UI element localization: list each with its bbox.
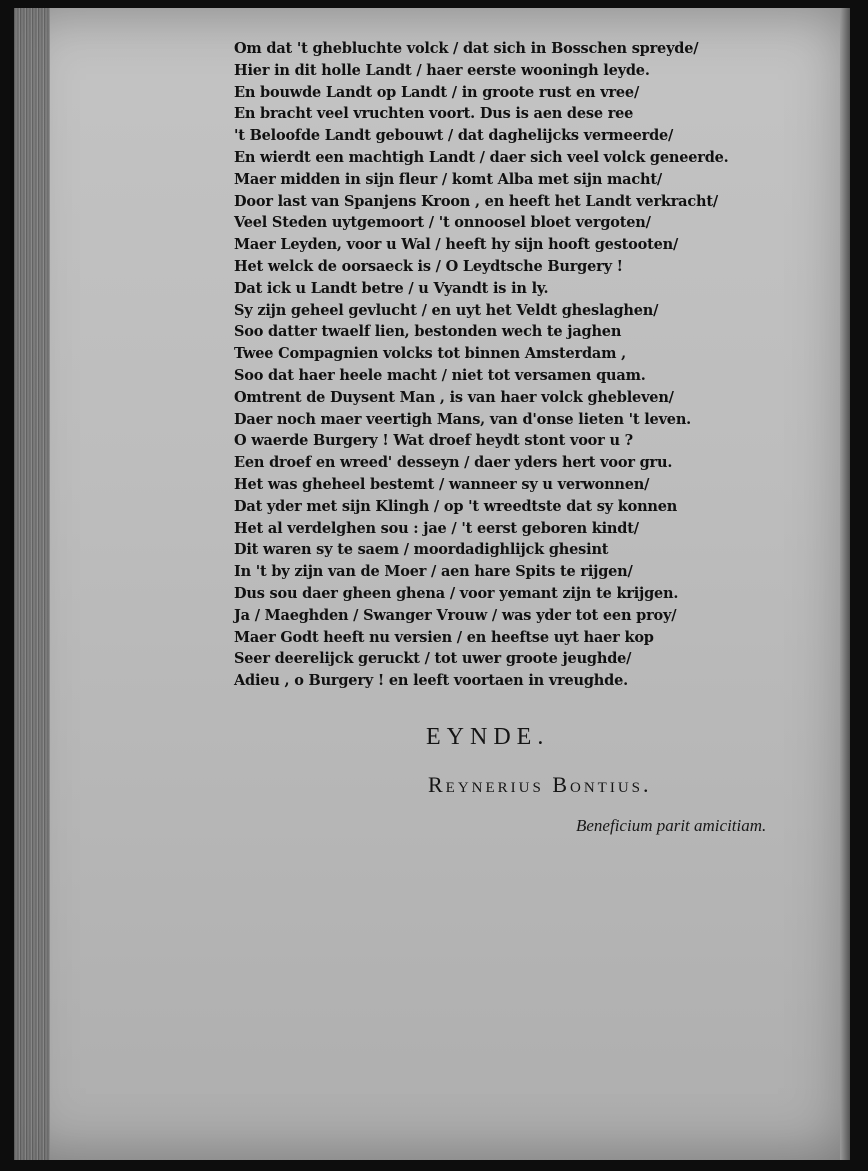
author-name: Reynerius Bontius. [428, 772, 652, 797]
poem-line: O waerde Burgery ! Wat droef heydt stont voor u ? [234, 432, 633, 450]
poem-line: Een droef en wreed' desseyn / daer yders hert voor gru. [234, 454, 673, 472]
poem-line: Het al verdelghen sou : jae / 't eerst geboren kindt/ [234, 519, 639, 537]
poem-line: Soo datter twaelf lien, bestonden wech te jaghen [234, 323, 622, 341]
poem-line: Het welck de oorsaeck is / O Leydtsche Burgery ! [234, 257, 623, 275]
poem-line: Omtrent de Duysent Man , is van haer volck ghebleven/ [234, 388, 674, 406]
end-heading: EYNDE. [426, 724, 550, 750]
poem-line: Adieu , o Burgery ! en leeft voortaen in vreughde. [234, 672, 628, 690]
poem-line: Veel Steden uytgemoort / 't onnoosel bloet vergoten/ [234, 214, 651, 232]
poem-line: In 't by zijn van de Moer / aen hare Spits te rijgen/ [234, 563, 633, 581]
book-spine [14, 8, 50, 1160]
poem-line: Sy zijn geheel gevlucht / en uyt het Veldt gheslaghen/ [234, 301, 659, 319]
poem-line: Seer deerelijck geruckt / tot uwer groote jeughde/ [234, 650, 632, 668]
poem-line: Daer noch maer veertigh Mans, van d'onse lieten 't leven. [234, 410, 692, 428]
poem-line: Maer Leyden, voor u Wal / heeft hy sijn hooft gestooten/ [234, 236, 679, 254]
poem-line: Ja / Maeghden / Swanger Vrouw / was yder tot een proy/ [234, 606, 677, 624]
poem-line: Om dat 't ghebluchte volck / dat sich in Bosschen spreyde/ [234, 40, 699, 57]
poem-line: 't Beloofde Landt gebouwt / dat daghelijcks vermeerde/ [234, 127, 674, 145]
poem-line: Dus sou daer gheen ghena / voor yemant zijn te krijgen. [234, 584, 679, 602]
poem-line: Maer midden in sijn fleur / komt Alba met sijn macht/ [234, 170, 662, 188]
poem-line: Het was gheheel bestemt / wanneer sy u verwonnen/ [234, 475, 650, 493]
poem-line: Dit waren sy te saem / moordadighlijck ghesint [234, 541, 609, 559]
motto: Beneficium parit amicitiam. [576, 816, 767, 835]
poem-line: Dat ick u Landt betre / u Vyandt is in ly. [234, 279, 549, 297]
poem-line: Soo dat haer heele macht / niet tot versamen quam. [234, 366, 646, 384]
poem-line: En wierdt een machtigh Landt / daer sich veel volck geneerde. [234, 148, 729, 166]
poem-line: Twee Compagnien volcks tot binnen Amsterdam , [234, 345, 626, 363]
page-edge [840, 8, 850, 1160]
poem-line: Dat yder met sijn Klingh / op 't wreedtste dat sy konnen [234, 497, 678, 515]
poem-text [234, 38, 834, 692]
poem-line: En bracht veel vruchten voort. Dus is aen dese ree [234, 105, 634, 123]
poem-line: Door last van Spanjens Kroon , en heeft het Landt verkracht/ [234, 192, 718, 210]
poem-line: En bouwde Landt op Landt / in groote rust en vree/ [234, 83, 640, 101]
poem-line: Hier in dit holle Landt / haer eerste wooningh leyde. [234, 61, 650, 79]
poem-line: Maer Godt heeft nu versien / en heeftse uyt haer kop [234, 628, 654, 646]
